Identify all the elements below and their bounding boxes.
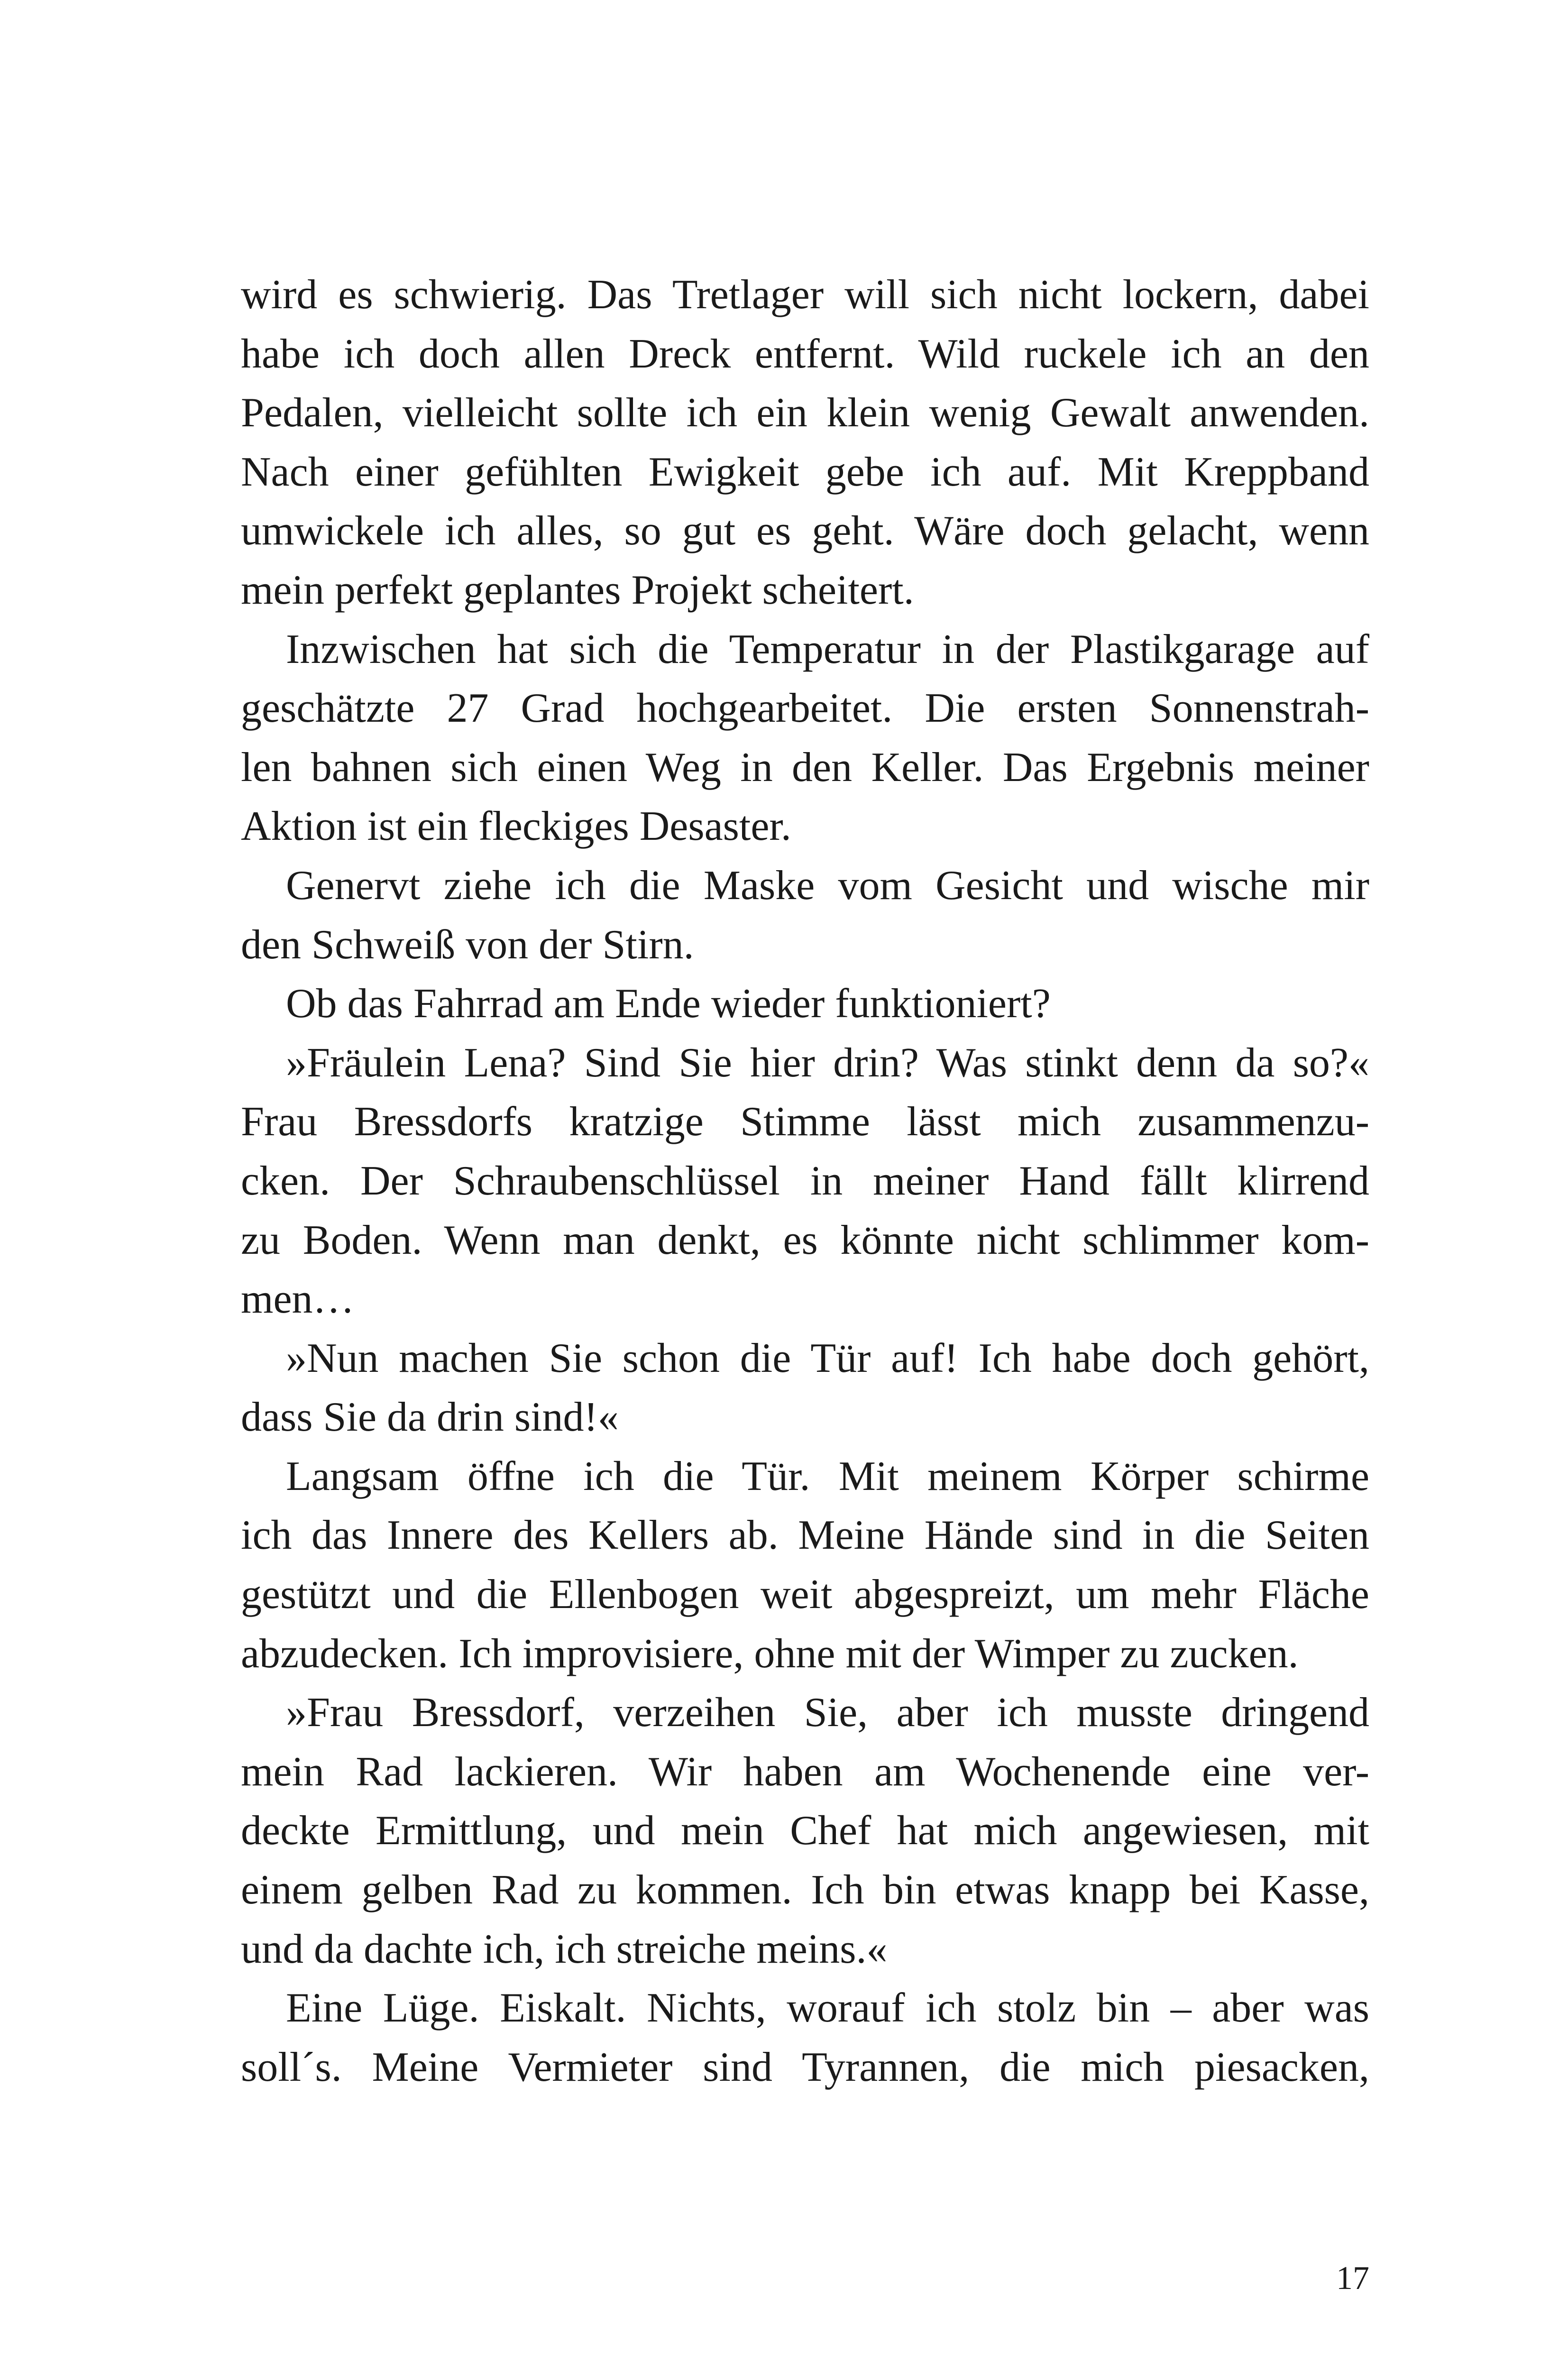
text-line: Aktion ist ein fleckiges Desaster. (241, 803, 791, 850)
text-line: »Frau Bressdorf, verzeihen Sie, aber ich musste dringend (286, 1690, 1369, 1736)
text-line: Ob das Fahrrad am Ende wieder funktioniert? (286, 981, 1051, 1027)
text-line: Pedalen, vielleicht sollte ich ein klein wenig Gewalt anwenden. (241, 390, 1369, 436)
body-text (241, 266, 1369, 2097)
text-line: gestützt und die Ellenbogen weit abgespreizt, um mehr Fläche (241, 1571, 1369, 1618)
text-line: »Fräulein Lena? Sind Sie hier drin? Was stinkt denn da so?« (286, 1039, 1369, 1086)
text-line: Langsam öffne ich die Tür. Mit meinem Körper schirme (286, 1453, 1369, 1499)
text-line: Frau Bressdorfs kratzige Stimme lässt mich zusammenzu- (241, 1099, 1369, 1145)
text-line: deckte Ermittlung, und mein Chef hat mich angewiesen, mit (241, 1808, 1369, 1854)
text-line: mein Rad lackieren. Wir haben am Wochenende eine ver- (241, 1748, 1369, 1795)
text-line: Nach einer gefühlten Ewigkeit gebe ich auf. Mit Kreppband (241, 449, 1369, 495)
text-line: Genervt ziehe ich die Maske vom Gesicht und wische mir (286, 862, 1369, 909)
page-number: 17 (1336, 2260, 1369, 2297)
text-line: len bahnen sich einen Weg in den Keller. Das Ergebnis meiner (241, 744, 1369, 790)
text-line: geschätzte 27 Grad hochgearbeitet. Die ersten Sonnenstrah- (241, 685, 1369, 732)
text-line: soll´s. Meine Vermieter sind Tyrannen, die mich piesacken, (241, 2044, 1369, 2090)
text-line: Inzwischen hat sich die Temperatur in der Plastikgarage auf (286, 626, 1369, 672)
text-line: men… (241, 1276, 355, 1323)
text-line: abzudecken. Ich improvisiere, ohne mit der Wimper zu zucken. (241, 1630, 1299, 1677)
text-line: ich das Innere des Kellers ab. Meine Hände sind in die Seiten (241, 1512, 1369, 1559)
text-line: wird es schwierig. Das Tretlager will sich nicht lockern, dabei (241, 272, 1369, 318)
text-line: mein perfekt geplantes Projekt scheitert. (241, 567, 914, 613)
text-line: den Schweiß von der Stirn. (241, 921, 694, 968)
text-line: dass Sie da drin sind!« (241, 1394, 619, 1441)
text-line: Eine Lüge. Eiskalt. Nichts, worauf ich stolz bin – aber was (286, 1985, 1369, 2031)
text-line: zu Boden. Wenn man denkt, es könnte nicht schlimmer kom- (241, 1217, 1369, 1263)
text-line: »Nun machen Sie schon die Tür auf! Ich habe doch gehört, (286, 1335, 1369, 1381)
text-line: cken. Der Schraubenschlüssel in meiner Hand fällt klirrend (241, 1158, 1369, 1204)
text-line: habe ich doch allen Dreck entfernt. Wild ruckele ich an den (241, 331, 1369, 377)
text-line: umwickele ich alles, so gut es geht. Wäre doch gelacht, wenn (241, 508, 1369, 554)
text-line: einem gelben Rad zu kommen. Ich bin etwas knapp bei Kasse, (241, 1867, 1369, 1913)
text-line: und da dachte ich, ich streiche meins.« (241, 1926, 888, 1972)
